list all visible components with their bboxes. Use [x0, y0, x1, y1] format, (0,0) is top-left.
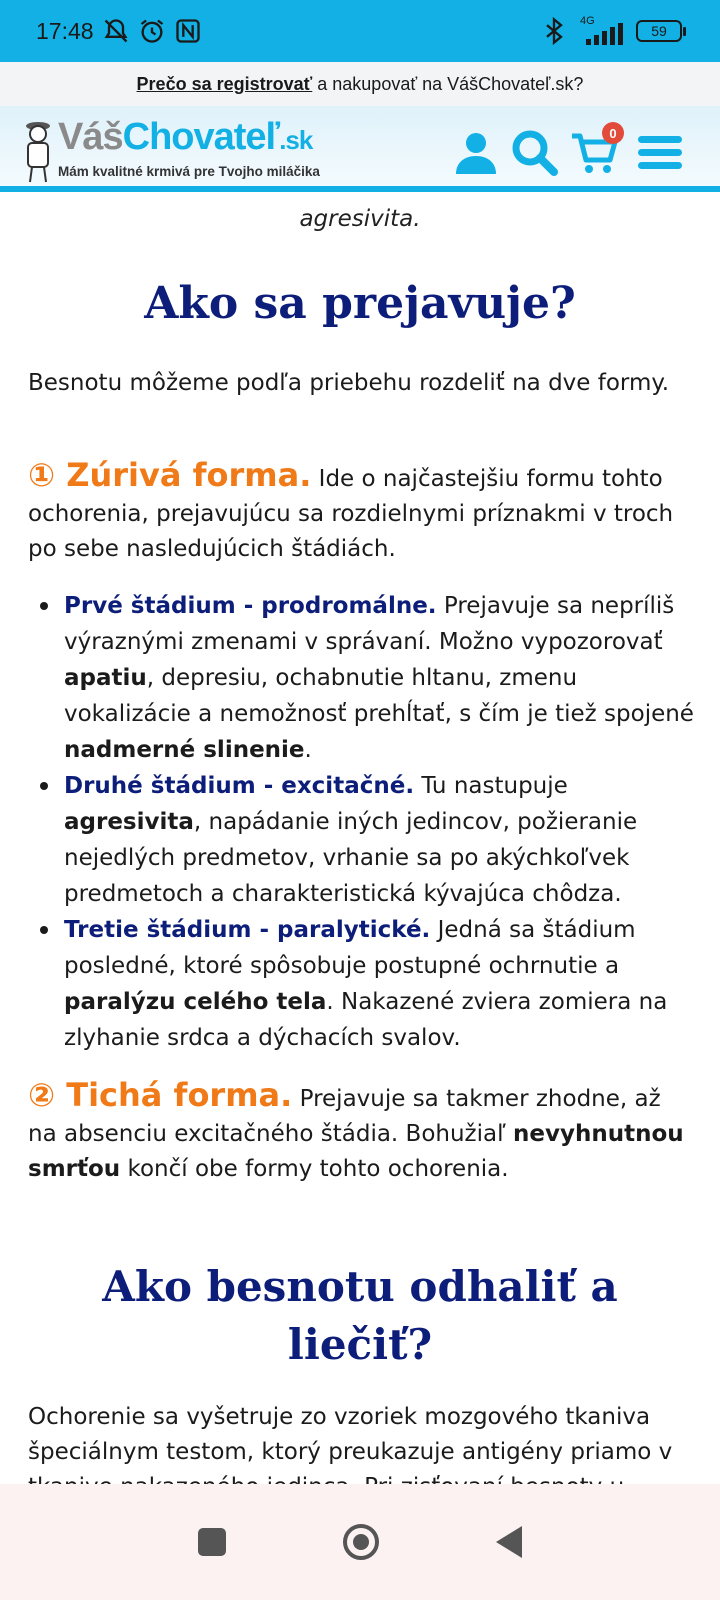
alarm-icon	[138, 17, 166, 45]
silent-form-text: Prejavuje sa takmer zhodne, až na absenciu excitačného štádia. Bohužiaľ	[28, 1086, 661, 1147]
site-logo[interactable]	[18, 114, 318, 188]
battery-indicator	[636, 20, 682, 42]
recents-icon[interactable]	[198, 1528, 226, 1556]
battery-level: 59	[651, 23, 667, 39]
system-nav-bar	[0, 1484, 720, 1600]
stage-bold: nadmerné slinenie	[64, 737, 305, 763]
diagnosis-paragraph: Ochorenie sa vyšetruje zo vzoriek mozgového tkaniva špeciálnym testom, ktorý preukazuje antigény priamo v	[28, 1404, 673, 1465]
network-type: 4G	[580, 15, 595, 27]
heading-symptoms: Ako sa prejavuje?	[144, 278, 576, 329]
signal-icon	[580, 17, 624, 45]
logo-tagline: Mám kvalitné krmivá pre Tvojho miláčika	[58, 164, 320, 179]
silent-form-title: ② Tichá forma.	[28, 1076, 293, 1114]
cart-count-badge: 0	[602, 122, 624, 144]
stage-text: , depresiu, ochabnutie hltanu, zmenu vokalizácie a nemožnosť prehĺtať, s čím je tiež spojené	[64, 665, 694, 727]
clock: 17:48	[36, 17, 94, 44]
cart-button[interactable]	[570, 125, 618, 176]
logo-text-vas: Váš	[58, 116, 123, 158]
logo-text-chovatel: Chovateľ	[122, 116, 280, 158]
intro-paragraph: Besnotu môžeme podľa priebehu rozdeliť na dve formy.	[28, 370, 670, 396]
stage-text: Tu nastupuje	[414, 773, 568, 799]
list-item	[28, 768, 694, 912]
silent-form-paragraph	[28, 1078, 694, 1187]
article-content	[0, 198, 720, 1484]
logo-text-tld: .sk	[279, 125, 313, 155]
silent-form-bold: nevyhnutnou smrťou	[28, 1121, 684, 1182]
stage-text: Jedná sa štádium posledné, ktoré spôsobuje postupné ochrnutie a	[64, 917, 636, 979]
furious-form-paragraph	[28, 458, 694, 567]
stage-bold: agresivita	[64, 809, 194, 835]
user-account-icon[interactable]	[452, 128, 500, 176]
home-icon[interactable]	[343, 1524, 379, 1560]
heading-diagnosis: Ako besnotu odhaliť a liečiť?	[102, 1262, 618, 1369]
furious-form-title: ① Zúrivá forma.	[28, 456, 312, 494]
furious-form-text: Ide o najčastejšiu formu tohto ochorenia, prejavujúcu sa rozdielnymi príznakmi v troch po sebe nasledujúcich štádiách.	[28, 466, 674, 562]
back-icon[interactable]	[496, 1526, 522, 1558]
nfc-icon	[174, 17, 202, 45]
silent-form-text: končí obe formy tohto ochorenia.	[120, 1156, 509, 1182]
stage-text: .	[304, 737, 312, 763]
registration-promo	[0, 62, 720, 106]
article-cut-line: agresivita.	[299, 206, 421, 232]
stage-text: . Nakazené zviera zomiera na zlyhanie srdca a dýchacích svalov.	[64, 989, 668, 1051]
menu-icon[interactable]	[636, 128, 684, 176]
list-item	[28, 912, 694, 1056]
mute-icon	[102, 17, 130, 45]
why-register-link[interactable]: Prečo sa registrovať	[136, 73, 313, 94]
stage-title: Tretie štádium - paralytické.	[64, 917, 431, 943]
stage-bold: paralýzu celého tela	[64, 989, 327, 1015]
stages-list	[28, 588, 694, 1056]
bluetooth-icon	[540, 17, 568, 45]
list-item	[28, 588, 694, 768]
stage-title: Druhé štádium - excitačné.	[64, 773, 415, 799]
search-icon[interactable]	[510, 128, 558, 176]
stage-text: Prejavuje sa nepríliš výraznými zmenami v správaní. Možno vypozorovať	[64, 593, 675, 655]
stage-text: , napádanie iných jedincov, požieranie nejedlých predmetov, vrhanie sa po akýchkoľvek predmetoch a charakteristická kývajúca chôdza.	[64, 809, 638, 907]
stage-bold: apatiu	[64, 665, 147, 691]
site-header	[0, 106, 720, 192]
stage-title: Prvé štádium - prodromálne.	[64, 593, 437, 619]
mascot-icon	[18, 116, 58, 186]
status-bar	[0, 0, 720, 62]
promo-text: a nakupovať na VášChovateľ.sk?	[312, 73, 584, 94]
